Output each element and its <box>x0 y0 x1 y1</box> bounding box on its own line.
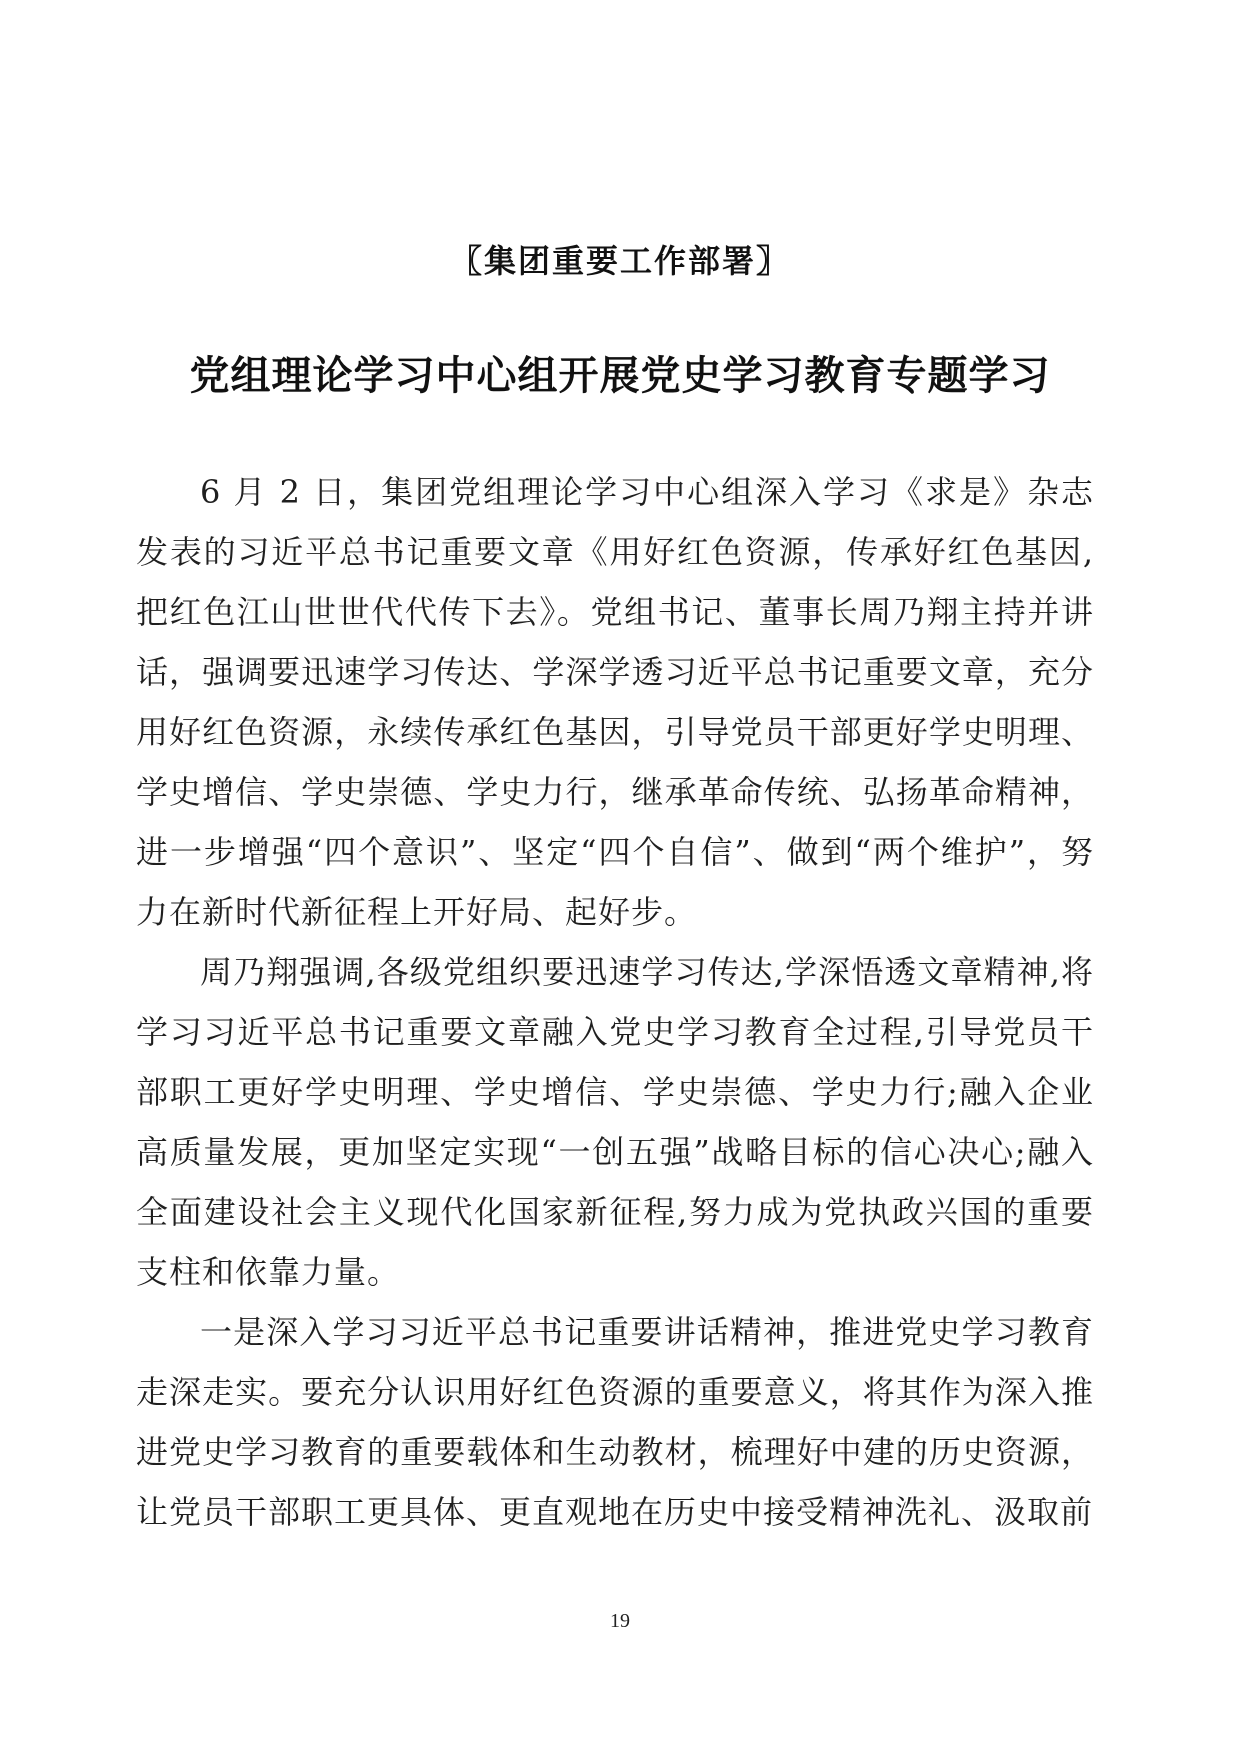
article-title: 党组理论学习中心组开展党史学习教育专题学习 <box>189 352 1051 399</box>
paragraph: 周乃翔强调,各级党组织要迅速学习传达,学深悟透文章精神,将学习习近平总书记重要文章融入党史学习教育全过程,引导党员干部职工更好学史明理、学史增信、学史崇德、学史力行;融入企业高质量发展，更加坚定实现“一创五强”战略目标的信心决心;融入全面建设社会主义现代化国家新征程,努力成为党执政兴国的重要支柱和依靠力量。 <box>136 953 1094 1291</box>
paragraph: 6 月 2 日，集团党组理论学习中心组深入学习《求是》杂志发表的习近平总书记重要文章《用好红色资源，传承好红色基因,把红色江山世世代代传下去》。党组书记、董事长周乃翔主持并讲话，强调要迅速学习传达、学深学透习近平总书记重要文章，充分用好红色资源，永续传承红色基因，引导党员干部更好学史明理、学史增信、学史崇德、学史力行，继承革命传统、弘扬革命精神，进一步增强“四个意识”、坚定“四个自信”、做到“两个维护”，努力在新时代新征程上开好局、起好步。 <box>136 473 1094 931</box>
article-body <box>136 462 1094 1542</box>
section-tag: 〖集团重要工作部署〗 <box>449 242 790 280</box>
page-number: 19 <box>610 1610 630 1632</box>
paragraph: 一是深入学习习近平总书记重要讲话精神，推进党史学习教育走深走实。要充分认识用好红色资源的重要意义，将其作为深入推进党史学习教育的重要载体和生动教材，梳理好中建的历史资源，让党员干部职工更具体、更直观地在历史中接受精神洗礼、汲取前 <box>136 1313 1094 1531</box>
